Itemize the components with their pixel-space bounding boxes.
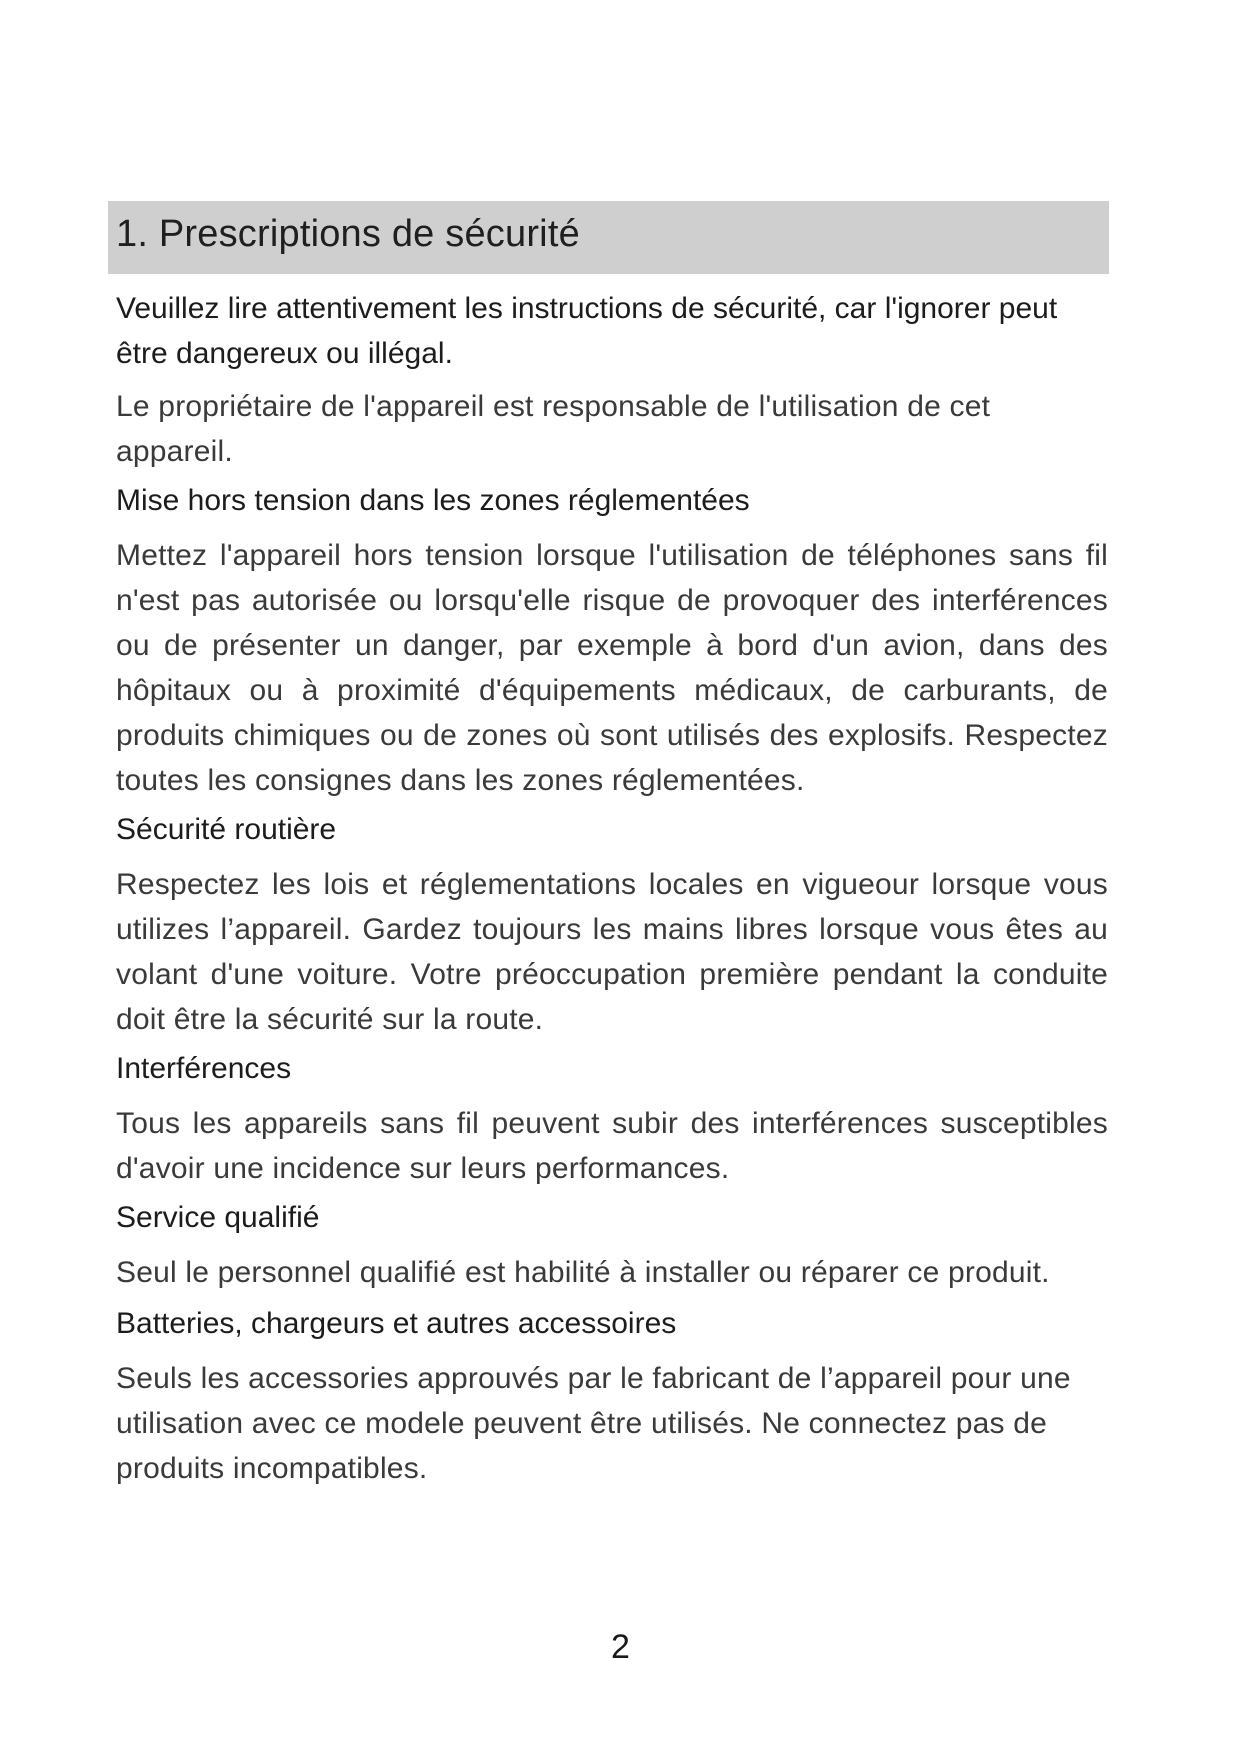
- page-number: 2: [611, 1628, 630, 1666]
- subsection-body: Seul le personnel qualifié est habilité à installer ou réparer ce produit.: [116, 1256, 1050, 1289]
- subsection-road-safety: [116, 807, 1108, 1042]
- subsection-qualified-service: [116, 1195, 1108, 1295]
- subsection-body: Tous les appareils sans fil peuvent subir des interférences susceptibles d'avoir une incidence sur leurs performances.: [116, 1107, 1108, 1185]
- document-content: [116, 286, 1108, 1497]
- intro-warning: Veuillez lire attentivement les instructions de sécurité, car l'ignorer peut être dangereux ou illégal.: [116, 292, 1058, 370]
- section-title: 1. Prescriptions de sécurité: [116, 213, 580, 255]
- subsection-heading: Batteries, chargeurs et autres accessoires: [116, 1307, 677, 1340]
- subsection-heading: Service qualifié: [116, 1201, 320, 1234]
- intro-owner-responsibility: Le propriétaire de l'appareil est responsable de l'utilisation de cet appareil.: [116, 390, 991, 468]
- subsection-body: Mettez l'appareil hors tension lorsque l'utilisation de téléphones sans fil n'est pas autorisée ou lorsqu'elle risque de provoquer des interférences ou de présenter un danger, par exemple à bord d'un avion, dans des hôpitaux ou à proximité d'équipements médicaux, de carburants, de produits chimiques ou de zones où sont utilisés des explosifs. Respectez toutes les consignes dans les zones réglementées.: [116, 539, 1108, 797]
- subsection-heading: Sécurité routière: [116, 813, 337, 846]
- subsection-body: Respectez les lois et réglementations locales en vigueour lorsque vous utilizes l’appareil. Gardez toujours les mains libres lorsque vous êtes au volant d'une voiture. Votre préoccupation première pendant la conduite doit être la sécurité sur la route.: [116, 868, 1108, 1036]
- section-header-bar: [108, 201, 1109, 274]
- subsection-regulated-zones: [116, 478, 1108, 803]
- subsection-body: Seuls les accessories approuvés par le fabricant de l’appareil pour une utilisation avec ce modele peuvent être utilisés. Ne connectez pas de produits incompatibles.: [116, 1362, 1071, 1485]
- subsection-batteries-accessories: [116, 1301, 1108, 1491]
- subsection-interference: [116, 1046, 1108, 1191]
- subsection-heading: Mise hors tension dans les zones réglementées: [116, 484, 750, 517]
- subsection-heading: Interférences: [116, 1052, 292, 1085]
